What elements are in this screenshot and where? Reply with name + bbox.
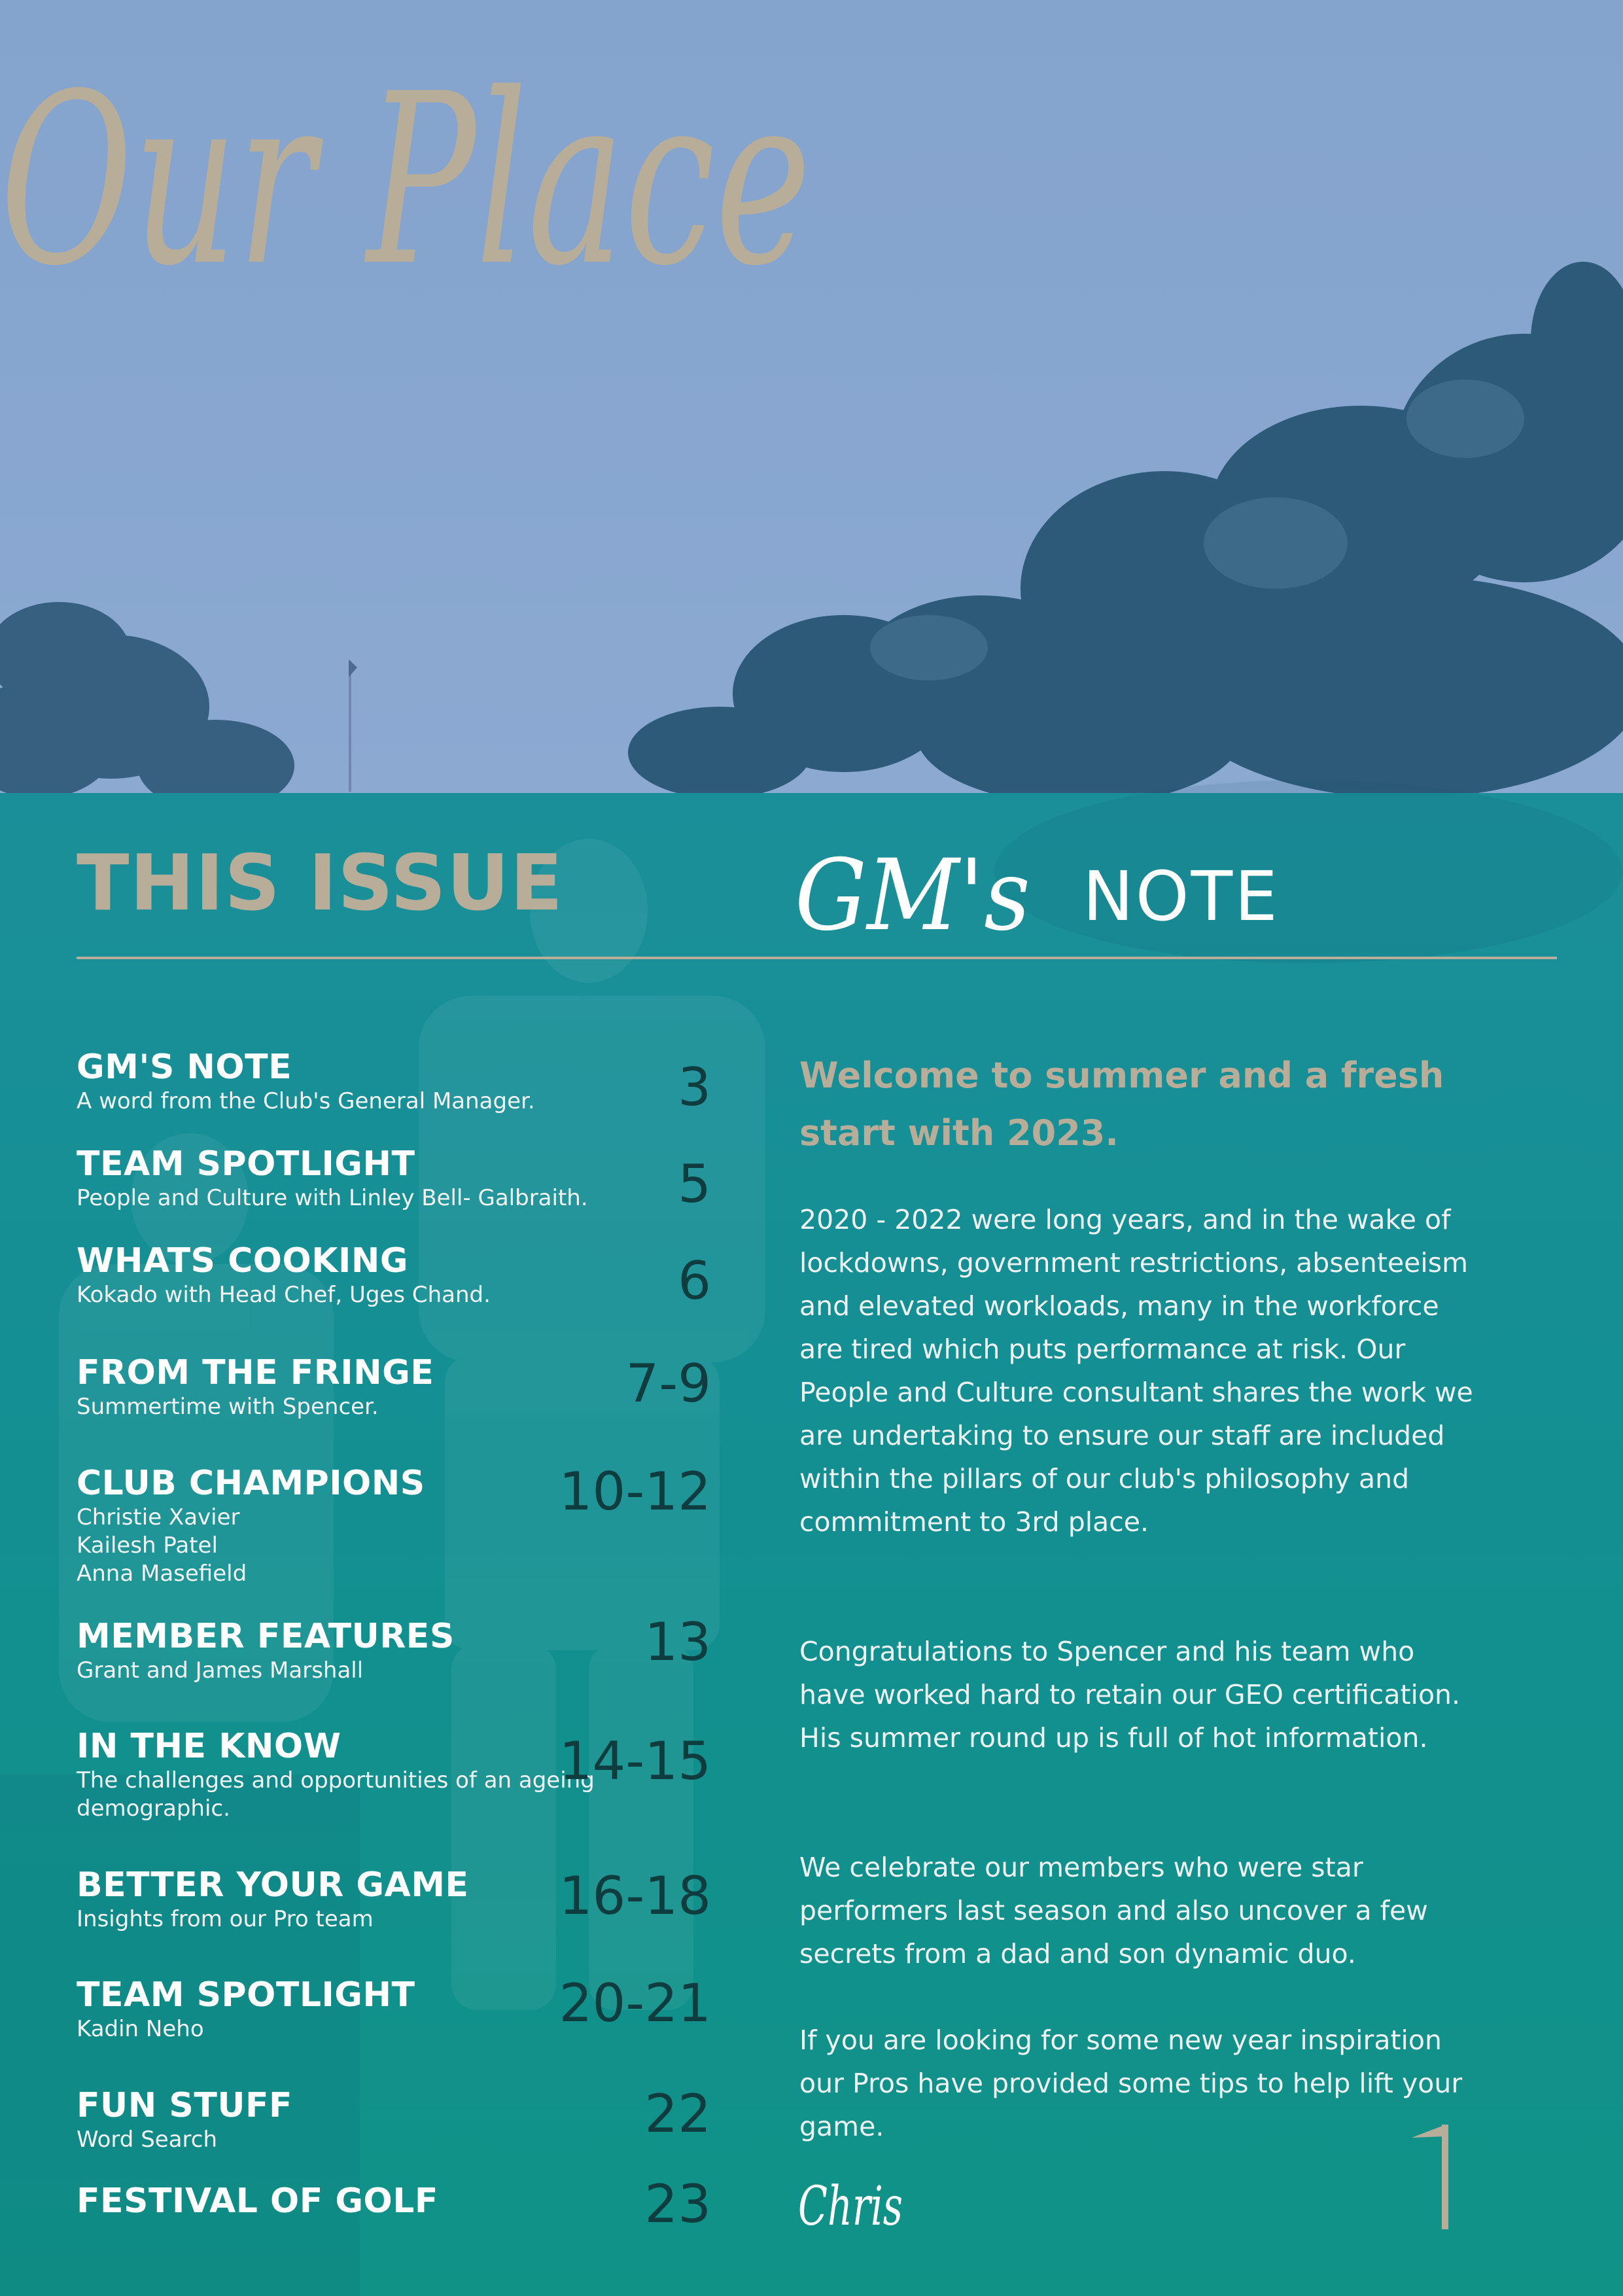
header-divider bbox=[77, 957, 1557, 959]
svg-text:GM's: GM's bbox=[795, 839, 1030, 953]
toc-item-title: TEAM SPOTLIGHT bbox=[77, 1144, 415, 1184]
gm-note-paragraph: If you are looking for some new year inspiration our Pros have provided some tips to help lift your game. bbox=[799, 2024, 1463, 2142]
toc-item-desc: Grant and James Marshall bbox=[77, 1657, 364, 1684]
svg-text:Our Place: Our Place bbox=[0, 43, 811, 317]
svg-text:Chris: Chris bbox=[798, 2176, 903, 2238]
masthead-logo bbox=[0, 0, 818, 317]
toc-item-page: 22 bbox=[644, 2083, 711, 2144]
toc-item-title: WHATS COOKING bbox=[77, 1241, 409, 1280]
this-issue-heading: THIS ISSUE bbox=[77, 838, 564, 928]
toc-item-title: IN THE KNOW bbox=[77, 1727, 341, 1766]
gm-note-intro: Welcome to summer and a fresh start with 2023. bbox=[799, 1055, 1444, 1154]
toc-item-desc: Word Search bbox=[77, 2127, 218, 2153]
toc-item-desc: Kokado with Head Chef, Uges Chand. bbox=[77, 1282, 491, 1308]
toc-item-title: FROM THE FRINGE bbox=[77, 1353, 434, 1392]
toc-item-page: 5 bbox=[678, 1154, 711, 1214]
toc-item-desc: Insights from our Pro team bbox=[77, 1906, 374, 1932]
cover-photo bbox=[0, 0, 1623, 793]
toc-item-title: FESTIVAL OF GOLF bbox=[77, 2181, 438, 2221]
toc-item-gms-note[interactable] bbox=[77, 1047, 711, 1116]
toc-item-page: 7-9 bbox=[625, 1353, 711, 1414]
toc-item-page: 10-12 bbox=[559, 1461, 711, 1522]
toc-item-page: 3 bbox=[678, 1057, 711, 1118]
toc-item-whats-cooking[interactable] bbox=[77, 1241, 711, 1309]
toc-item-desc: The challenges and opportunities of an ageing demographic. bbox=[77, 1767, 595, 1822]
toc-item-team-spotlight[interactable] bbox=[77, 1144, 711, 1212]
golf-flag-icon bbox=[1406, 2123, 1459, 2231]
toc-item-page: 14-15 bbox=[559, 1731, 711, 1792]
toc-item-club-champions[interactable] bbox=[77, 1463, 711, 1588]
toc-item-from-the-fringe[interactable] bbox=[77, 1352, 711, 1421]
toc-item-title: BETTER YOUR GAME bbox=[77, 1865, 469, 1905]
toc-item-page: 13 bbox=[644, 1612, 711, 1672]
toc-item-title: FUN STUFF bbox=[77, 2086, 293, 2125]
toc-item-festival-of-golf[interactable] bbox=[77, 2174, 711, 2234]
gm-note-paragraph: We celebrate our members who were star performers last season and also uncover a few secrets from a dad and son dynamic duo. bbox=[799, 1852, 1428, 1969]
toc-item-desc: Christie Xavier Kailesh Patel Anna Masefield bbox=[77, 1504, 247, 1587]
toc-item-desc: Summertime with Spencer. bbox=[77, 1394, 379, 1420]
toc-item-desc: Kadin Neho bbox=[77, 2016, 204, 2042]
toc-item-title: CLUB CHAMPIONS bbox=[77, 1464, 425, 1503]
toc-item-desc: People and Culture with Linley Bell- Galbraith. bbox=[77, 1185, 588, 1211]
toc-item-team-spotlight-2[interactable] bbox=[77, 1975, 711, 2043]
toc-item-page: 23 bbox=[644, 2174, 711, 2234]
toc-item-fun-stuff[interactable] bbox=[77, 2085, 711, 2154]
toc-item-page: 6 bbox=[678, 1250, 711, 1311]
gm-script-heading bbox=[795, 818, 1043, 968]
signature bbox=[798, 2169, 916, 2241]
toc-item-title: TEAM SPOTLIGHT bbox=[77, 1975, 415, 2015]
gm-note-paragraph: 2020 - 2022 were long years, and in the wake of lockdowns, government restrictions, absenteeism and elevated workloads, many in the workforce are tired which puts performance at risk. Our People and Culture consultant shares the work we are undertaking to ensure our staff are included within the pillars of our club's philosophy and commitment to 3rd place. bbox=[799, 1204, 1473, 1538]
toc-item-member-features[interactable] bbox=[77, 1612, 711, 1685]
toc-item-desc: A word from the Club's General Manager. bbox=[77, 1088, 535, 1114]
toc-item-title: MEMBER FEATURES bbox=[77, 1617, 455, 1656]
toc-item-title: GM'S NOTE bbox=[77, 1048, 292, 1087]
toc-item-page: 20-21 bbox=[559, 1973, 711, 2034]
toc-item-in-the-know[interactable] bbox=[77, 1726, 711, 1823]
toc-item-better-your-game[interactable] bbox=[77, 1865, 711, 1934]
gm-note-paragraph: Congratulations to Spencer and his team who have worked hard to retain our GEO certification. His summer round up is full of hot information. bbox=[799, 1636, 1461, 1754]
gm-note-heading: NOTE bbox=[1083, 857, 1280, 936]
toc-item-page: 16-18 bbox=[559, 1865, 711, 1926]
